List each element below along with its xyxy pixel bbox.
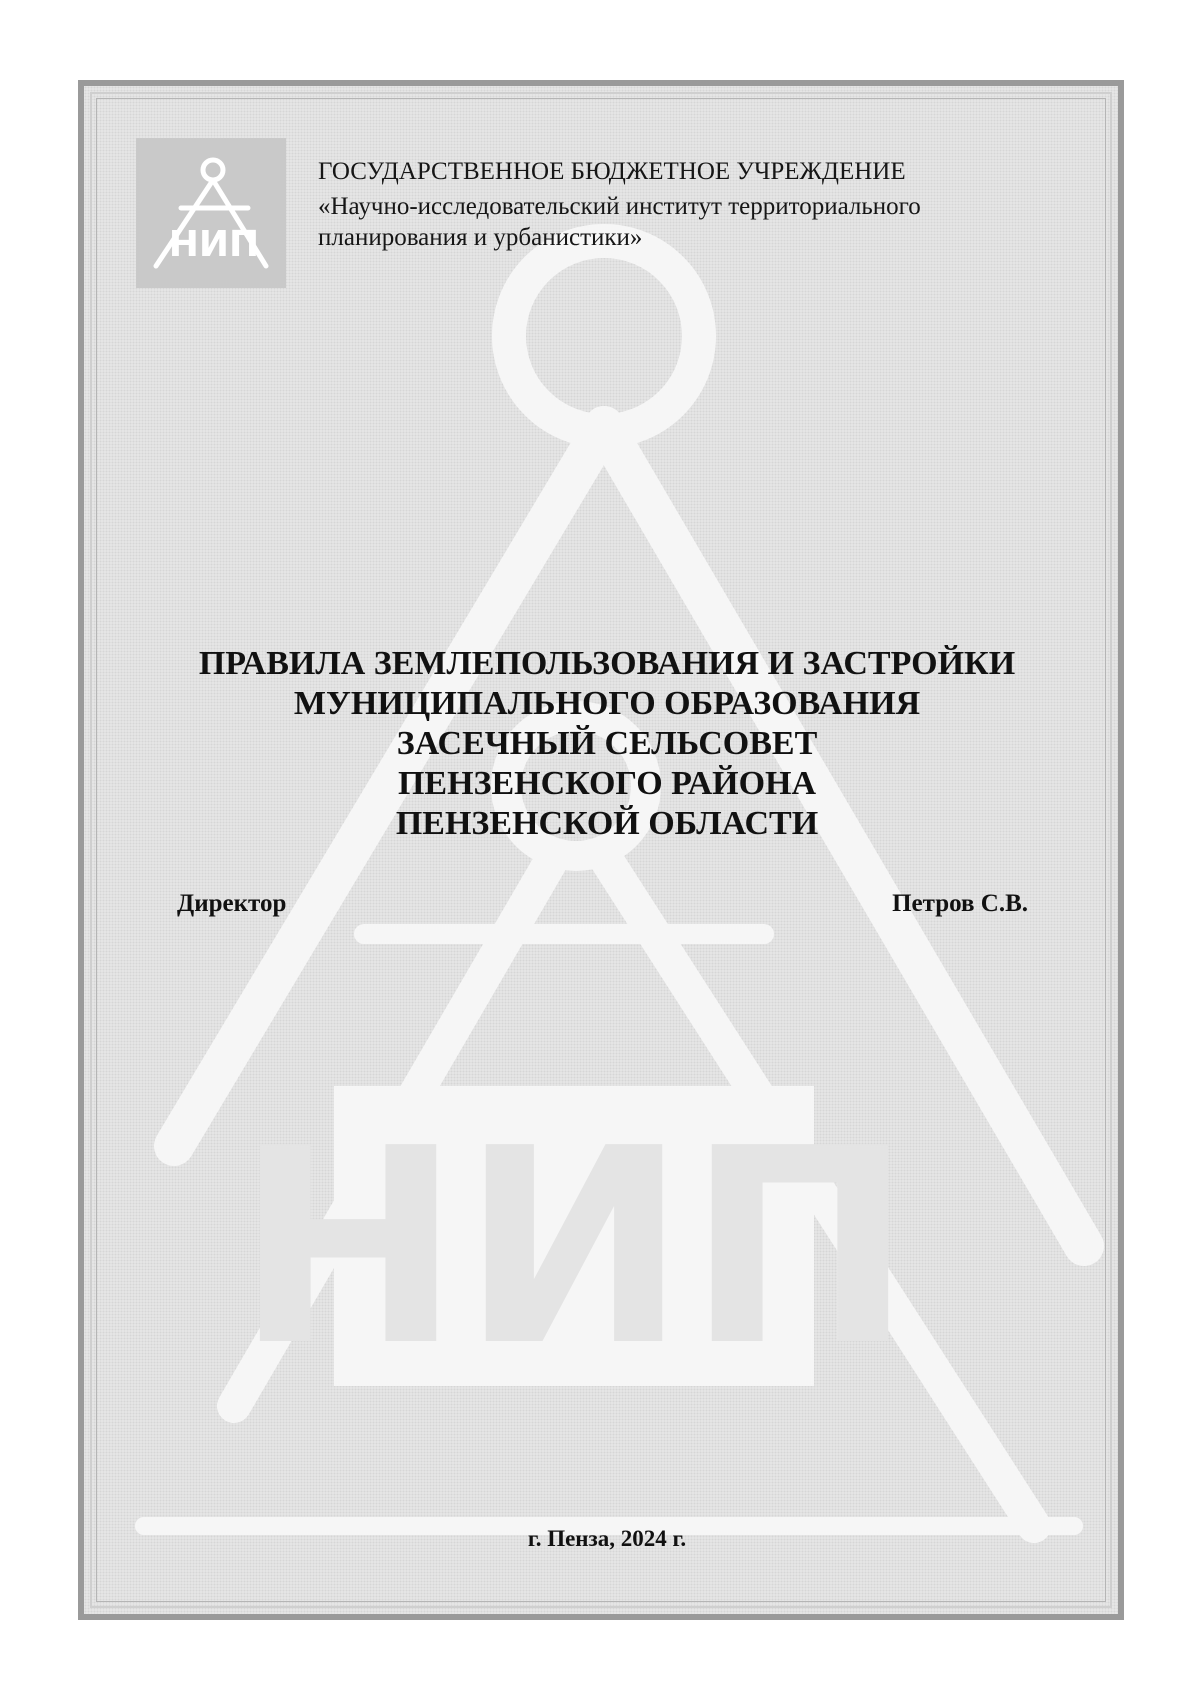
logo-text: НИП <box>168 224 260 265</box>
organization-header <box>318 156 1078 253</box>
title-line: ПЕНЗЕНСКОГО РАЙОНА <box>397 765 817 802</box>
organization-name-line-2: планирования и урбанистики» <box>318 224 643 251</box>
institute-logo <box>136 138 286 288</box>
title-line: МУНИЦИПАЛЬНОГО ОБРАЗОВАНИЯ <box>293 685 921 722</box>
organization-name-line-1: «Научно-исследовательский институт территориального <box>318 193 921 220</box>
document-title <box>124 644 1090 844</box>
watermark-compass-ring-icon <box>509 241 699 431</box>
footer-place-year: г. Пенза, 2024 г. <box>527 1526 687 1551</box>
watermark-emblem <box>84 86 1130 1626</box>
title-line: ЗАСЕЧНЫЙ СЕЛЬСОВЕТ <box>396 725 818 762</box>
organization-type: ГОСУДАРСТВЕННОЕ БЮДЖЕТНОЕ УЧРЕЖДЕНИЕ <box>318 158 906 185</box>
watermark-text: НИП <box>235 1090 913 1405</box>
document-frame <box>78 80 1124 1620</box>
signature-role: Директор <box>177 890 287 917</box>
title-line: ПРАВИЛА ЗЕМЛЕПОЛЬЗОВАНИЯ И ЗАСТРОЙКИ <box>198 645 1016 682</box>
signature-name: Петров С.В. <box>892 890 1028 917</box>
title-line: ПЕНЗЕНСКОЙ ОБЛАСТИ <box>395 805 819 842</box>
